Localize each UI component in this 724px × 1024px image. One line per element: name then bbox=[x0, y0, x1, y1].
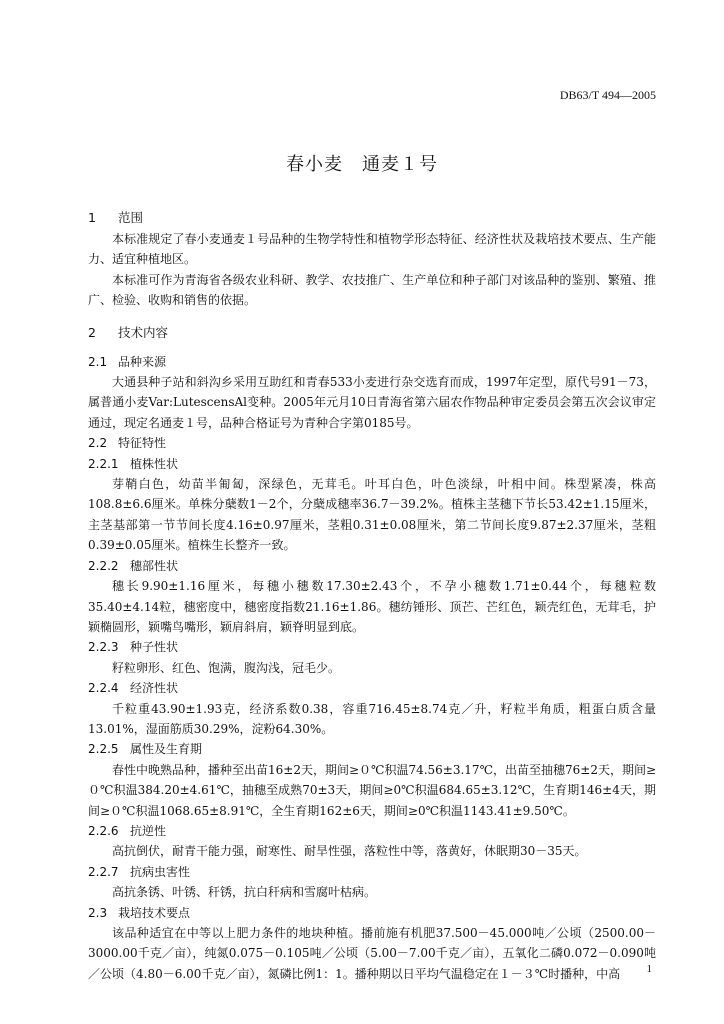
section-number: 2.2.7 bbox=[88, 864, 119, 879]
section-title: 范围 bbox=[118, 210, 144, 225]
paragraph: 春性中晚熟品种，播种至出苗16±2天，期间≥０℃积温74.56±3.17℃，出苗至抽穗76±2天，期间≥０℃积温384.20±4.61℃，抽穗至成熟70±3天，期间≥0℃积温684.65±3.12℃，生育期146±4天，期间≥０℃积温1068.65±8.91℃，全生育期162±6天，期间≥0℃积温1143.41±9.50℃。 bbox=[88, 762, 657, 818]
page-number: 1 bbox=[646, 963, 652, 975]
section-title: 抗病虫害性 bbox=[130, 864, 191, 879]
section-title: 植株性状 bbox=[130, 456, 179, 471]
section-number: 2 bbox=[88, 324, 96, 340]
subsection-heading-origin bbox=[88, 352, 656, 372]
paragraph: 本标准可作为青海省各级农业科研、教学、农技推广、生产单位和种子部门对该品种的鉴别、繁殖、推广、检验、收购和销售的依据。 bbox=[88, 272, 656, 308]
paragraph: 高抗倒伏，耐青干能力强，耐寒性、耐旱性强，落粒性中等，落黄好，休眠期30－35天。 bbox=[112, 844, 587, 859]
section-number: 1 bbox=[88, 210, 96, 225]
section-title: 属性及生育期 bbox=[130, 742, 203, 757]
subsection-heading-seed bbox=[88, 637, 656, 657]
section-title: 栽培技术要点 bbox=[118, 905, 191, 920]
section-number: 2.2.1 bbox=[88, 456, 119, 471]
section-number: 2.2.4 bbox=[88, 681, 119, 696]
standard-code: DB63/T 494—2005 bbox=[559, 88, 656, 102]
subsection-heading-economic bbox=[88, 678, 656, 698]
section-heading-scope bbox=[88, 208, 656, 229]
document-body bbox=[88, 208, 656, 984]
paragraph: 穗长9.90±1.16厘米，每穗小穗数17.30±2.43个，不孕小穗数1.71±0.44个，每穗粒数35.40±4.14粒，穗密度中，穗密度指数21.16±1.86。穗纺锤形、顶芒、芒红色，颖壳红色，无茸毛，护颖椭圆形，颖嘴鸟嘴形，颖肩斜肩，颖脊明显到底。 bbox=[88, 579, 656, 634]
subsection-heading-spike bbox=[88, 556, 656, 576]
section-number: 2.2.5 bbox=[88, 742, 119, 757]
section-title: 技术内容 bbox=[118, 324, 169, 340]
section-title: 种子性状 bbox=[130, 640, 179, 655]
paragraph: 芽鞘白色，幼苗半匍匐，深绿色，无茸毛。叶耳白色，叶色淡绿，叶相中间。株型紧凑，株高108.8±6.6厘米。单株分蘖数1－2个，分蘖成穗率36.7－39.2%。植株主茎穗下节长53.42±1.15厘米，主茎基部第一节节间长度4.16±0.97厘米，茎粗0.31±0.08厘米，第二节间长度9.87±2.37厘米，茎粗0.39±0.05厘米。植株生长整齐一致。 bbox=[88, 477, 656, 553]
section-number: 2.2.3 bbox=[88, 640, 119, 655]
section-title: 特征特性 bbox=[118, 436, 167, 451]
subsection-heading-traits bbox=[88, 433, 656, 453]
section-number: 2.2.6 bbox=[88, 823, 119, 838]
paragraph: 高抗条锈、叶锈、秆锈，抗白秆病和雪腐叶枯病。 bbox=[112, 885, 377, 900]
paragraph: 大通县种子站和斜沟乡采用互助红和青春533小麦进行杂交选育而成，1997年定型，原代号91－73，属普通小麦Var:LutescensAl变种。2005年元月10日青海省第六届农作物品种审定委员会第五次会议审定通过，现定名通麦１号，品种合格证号为青种合字第0185号。 bbox=[88, 375, 656, 430]
paragraph: 该品种适宜在中等以上肥力条件的地块种植。播前施有机肥37.500－45.000吨／公顷（2500.00－3000.00千克／亩），纯氮0.075－0.105吨／公顷（5.00－7.00千克／亩），五氧化二磷0.072－0.090吨／公顷（4.80－6.00千克／亩），氮磷比例1：1。播种期以日平均气温稳定在１－３℃时播种，中高 bbox=[88, 926, 656, 981]
section-title: 品种来源 bbox=[118, 354, 167, 369]
section-title: 穗部性状 bbox=[130, 558, 179, 573]
subsection-heading-disease bbox=[88, 862, 656, 882]
subsection-heading-resistance bbox=[88, 821, 656, 841]
paragraph: 本标准规定了春小麦通麦１号品种的生物学特性和植物学形态特征、经济性状及栽培技术要点、生产能力、适宜种植地区。 bbox=[88, 232, 656, 267]
subsection-heading-plant bbox=[88, 454, 656, 474]
section-number: 2.1 bbox=[88, 354, 108, 369]
section-heading-tech bbox=[88, 323, 656, 344]
paragraph: 千粒重43.90±1.93克，经济系数0.38，容重716.45±8.74克／升，籽粒半角质，粗蛋白质含量13.01%，湿面筋质30.29%，淀粉64.30%。 bbox=[88, 701, 656, 736]
section-title: 经济性状 bbox=[130, 681, 179, 696]
subsection-heading-cultivation bbox=[88, 903, 656, 923]
section-number: 2.3 bbox=[88, 905, 108, 920]
subsection-heading-growth bbox=[88, 739, 656, 759]
paragraph: 籽粒卵形、红色、饱满，腹沟浅，冠毛少。 bbox=[112, 660, 341, 675]
section-number: 2.2.2 bbox=[88, 558, 119, 573]
section-number: 2.2 bbox=[88, 436, 108, 451]
section-title: 抗逆性 bbox=[130, 823, 167, 838]
document-title: 春小麦 通麦１号 bbox=[286, 154, 438, 175]
